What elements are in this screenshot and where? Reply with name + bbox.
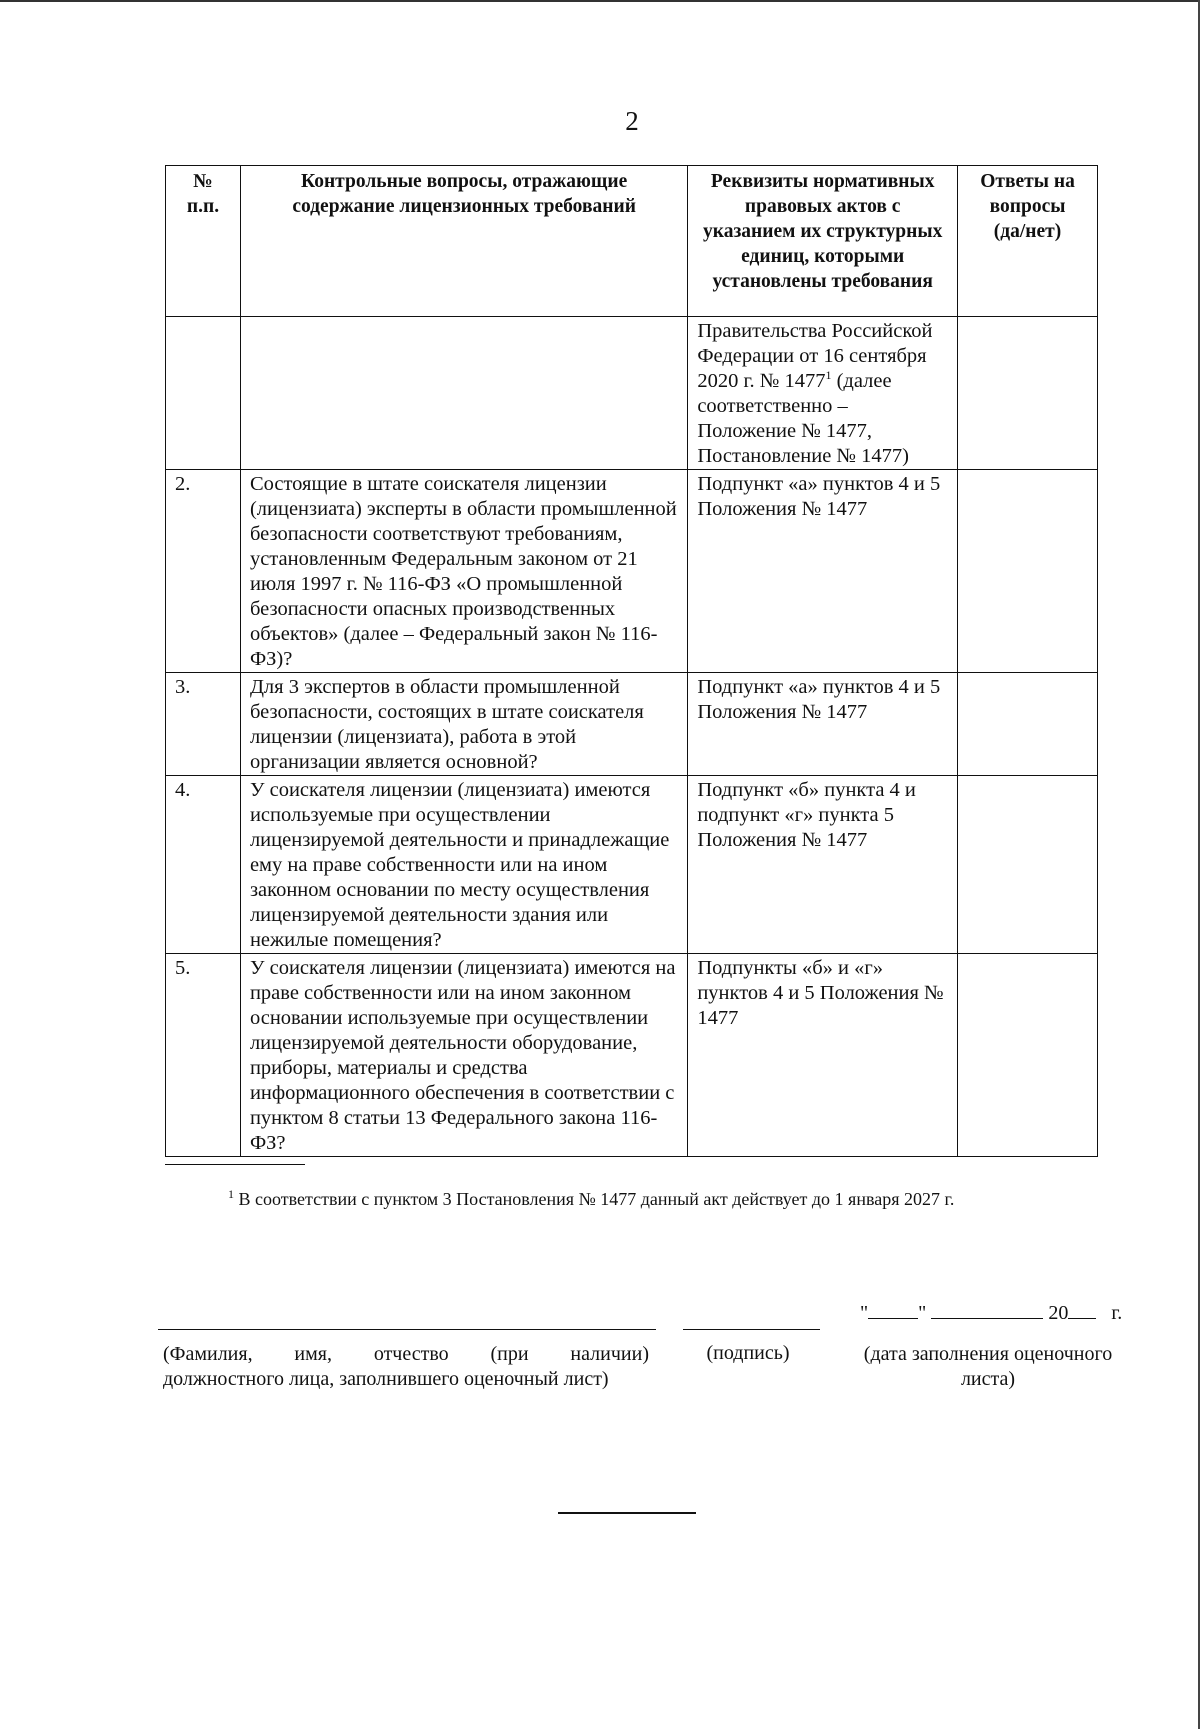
date-year-blank[interactable] <box>1068 1298 1096 1319</box>
cell-requisites: Подпункт «б» пункта 4 и подпункт «г» пункта 5 Положения № 1477 <box>688 776 958 954</box>
cell-answer <box>958 954 1098 1157</box>
sign-signature-line[interactable] <box>683 1329 820 1330</box>
table-row <box>166 470 1098 673</box>
date-caption: (дата заполнения оценочного листа) <box>863 1343 1113 1390</box>
date-year-suffix: г. <box>1111 1302 1123 1324</box>
cell-requisites: Подпункт «а» пунктов 4 и 5 Положения № 1477 <box>688 673 958 776</box>
header-requisites: Реквизиты нормативных правовых актов с указанием их структурных единиц, которыми установлены требования <box>688 166 958 317</box>
cell-num: 5. <box>166 954 241 1157</box>
date-quote-close: " <box>918 1302 927 1324</box>
footnote-reference: 1 <box>825 368 832 382</box>
checklist-table <box>165 165 1098 1157</box>
date-fill-line <box>860 1298 1122 1325</box>
cell-num: 3. <box>166 673 241 776</box>
date-month-blank[interactable] <box>931 1298 1043 1319</box>
document-end-line <box>558 1512 696 1514</box>
header-question: Контрольные вопросы, отражающие содержание лицензионных требований <box>240 166 687 317</box>
cell-question: Состоящие в штате соискателя лицензии (лицензиата) эксперты в области промышленной безопасности соответствуют требованиям, установленным Федеральным законом от 21 июля 1997 г. № 116-ФЗ «О промышленной безопасности опасных производственных объектов» (далее – Федеральный закон № 116-ФЗ)? <box>240 470 687 673</box>
cell-num: 2. <box>166 470 241 673</box>
date-year-prefix: 20 <box>1048 1302 1069 1324</box>
cell-question <box>240 317 687 470</box>
header-num: № п.п. <box>166 166 241 317</box>
footnote-text: В соответствии с пунктом 3 Постановления № 1477 данный акт действует до 1 января 2027 г. <box>234 1189 955 1209</box>
cell-num: 4. <box>166 776 241 954</box>
requisites-text-before: Правительства Российской Федерации от 16 сентября 2020 г. № 1477 <box>697 320 933 392</box>
date-quote-open: " <box>860 1302 869 1324</box>
table-row-continuation <box>166 317 1098 470</box>
cell-question: У соискателя лицензии (лицензиата) имеются используемые при осуществлении лицензируемой деятельности и принадлежащие ему на праве собственности или на ином законном основании по месту осуществления лицензируемой деятельности здания или нежилые помещения? <box>240 776 687 954</box>
table-header-row <box>166 166 1098 317</box>
cell-answer <box>958 776 1098 954</box>
cell-answer <box>958 673 1098 776</box>
scan-edge-top <box>0 0 1200 2</box>
fio-signature-line[interactable] <box>158 1329 656 1330</box>
cell-num <box>166 317 241 470</box>
cell-requisites: Подпункты «б» и «г» пунктов 4 и 5 Положения № 1477 <box>688 954 958 1157</box>
cell-requisites <box>688 317 958 470</box>
fio-caption-line1: (Фамилия, имя, отчество (при наличии) <box>163 1343 649 1365</box>
header-answers: Ответы на вопросы (да/нет) <box>958 166 1098 317</box>
footnote-marker: 1 <box>228 1187 234 1201</box>
footnote <box>228 1189 954 1210</box>
requisites-text-after: (далее соответственно – Положение № 1477, Постановление № 1477) <box>697 370 909 467</box>
table-row <box>166 954 1098 1157</box>
cell-answer <box>958 470 1098 673</box>
cell-question: У соискателя лицензии (лицензиата) имеются на праве собственности или на ином законном основании используемые при осуществлении лицензируемой деятельности оборудование, приборы, материалы и средства информационного обеспечения в соответствии с пунктом 8 статьи 13 Федерального закона 116-ФЗ? <box>240 954 687 1157</box>
cell-requisites: Подпункт «а» пунктов 4 и 5 Положения № 1477 <box>688 470 958 673</box>
fio-caption-line2: должностного лица, заполнившего оценочный лист) <box>163 1368 609 1390</box>
date-day-blank[interactable] <box>868 1298 918 1319</box>
page-number: 2 <box>625 106 639 136</box>
table-row <box>166 776 1098 954</box>
footnote-separator <box>165 1164 305 1165</box>
table-row <box>166 673 1098 776</box>
cell-question: Для 3 экспертов в области промышленной безопасности, состоящих в штате соискателя лицензии (лицензиата), работа в этой организации является основной? <box>240 673 687 776</box>
fio-caption <box>163 1342 649 1392</box>
cell-answer <box>958 317 1098 470</box>
sign-caption: (подпись) <box>706 1342 790 1364</box>
